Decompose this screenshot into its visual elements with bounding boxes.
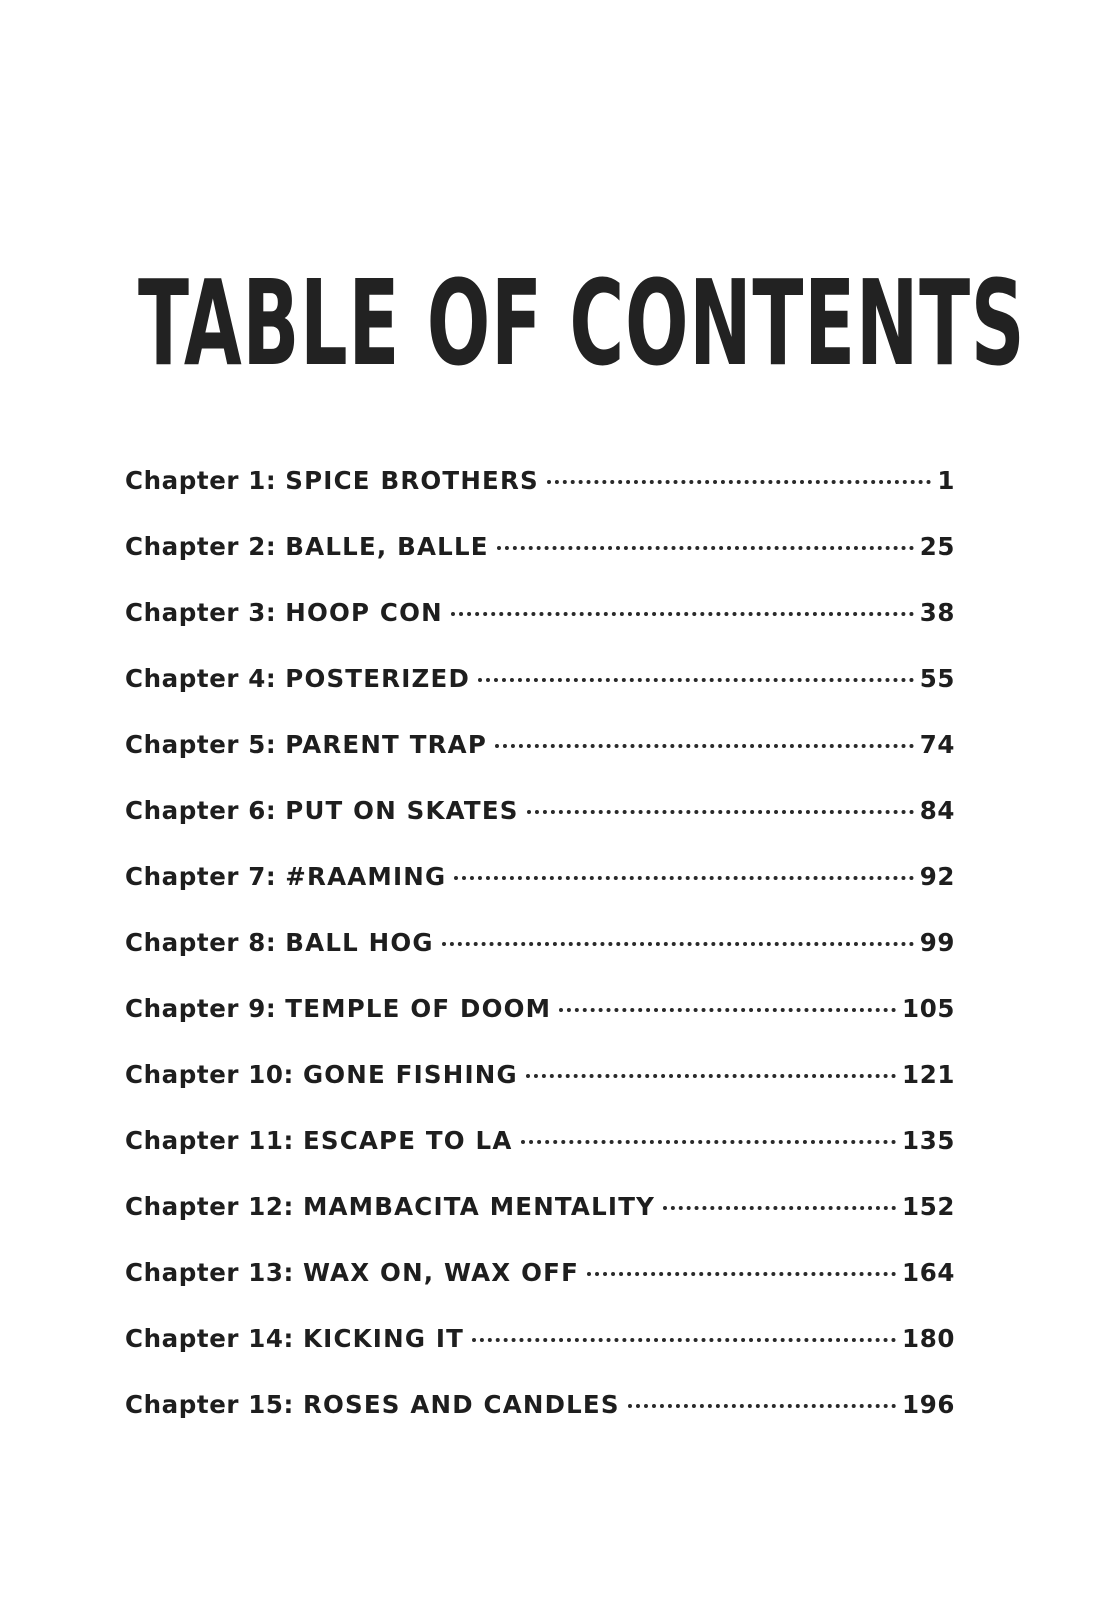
dot-leader: [478, 678, 914, 682]
chapter-title: ROSES AND CANDLES: [302, 1390, 620, 1419]
chapter-number: Chapter 1:: [125, 466, 277, 495]
chapter-number: Chapter 5:: [125, 730, 277, 759]
toc-entry-12: [125, 1190, 955, 1256]
chapter-number: Chapter 12:: [125, 1192, 294, 1221]
page-number: 84: [919, 796, 955, 825]
chapter-title: TEMPLE OF DOOM: [285, 994, 552, 1023]
toc-entry-1: [125, 464, 955, 530]
page-number: 105: [902, 994, 955, 1023]
chapter-number: Chapter 10:: [125, 1060, 294, 1089]
chapter-title: BALLE, BALLE: [285, 532, 489, 561]
chapter-title: SPICE BROTHERS: [285, 466, 539, 495]
toc-entry-3: [125, 596, 955, 662]
chapter-number: Chapter 7:: [125, 862, 277, 891]
chapter-title: PARENT TRAP: [285, 730, 487, 759]
chapter-number: Chapter 13:: [125, 1258, 294, 1287]
dot-leader: [663, 1206, 896, 1210]
chapter-number: Chapter 6:: [125, 796, 277, 825]
page-number: 135: [902, 1126, 955, 1155]
toc-entry-5: [125, 728, 955, 794]
page-number: 74: [919, 730, 955, 759]
chapter-number: Chapter 4:: [125, 664, 277, 693]
dot-leader: [559, 1008, 896, 1012]
chapter-number: Chapter 8:: [125, 928, 277, 957]
chapter-title: GONE FISHING: [302, 1060, 518, 1089]
toc-entry-8: [125, 926, 955, 992]
page-number: 25: [919, 532, 955, 561]
toc-entry-15: [125, 1388, 955, 1454]
page-number: 152: [902, 1192, 955, 1221]
dot-leader: [472, 1338, 896, 1342]
page-number: 99: [919, 928, 955, 957]
chapter-title: WAX ON, WAX OFF: [302, 1258, 580, 1287]
page-number: 92: [919, 862, 955, 891]
page-number: 55: [919, 664, 955, 693]
dot-leader: [527, 810, 914, 814]
page-number: 38: [919, 598, 955, 627]
page-number: 164: [902, 1258, 955, 1287]
chapter-title: PUT ON SKATES: [285, 796, 519, 825]
chapter-number: Chapter 15:: [125, 1390, 294, 1419]
toc-entry-4: [125, 662, 955, 728]
dot-leader: [495, 744, 914, 748]
chapter-title: #RAAMING: [285, 862, 447, 891]
page-number: 180: [902, 1324, 955, 1353]
chapter-title: MAMBACITA MENTALITY: [302, 1192, 656, 1221]
chapter-title: KICKING IT: [302, 1324, 465, 1353]
toc-entry-6: [125, 794, 955, 860]
dot-leader: [547, 480, 931, 484]
chapter-number: Chapter 14:: [125, 1324, 294, 1353]
chapter-title: HOOP CON: [285, 598, 443, 627]
page-number: 196: [902, 1390, 955, 1419]
chapter-number: Chapter 3:: [125, 598, 277, 627]
page-number: 1: [937, 466, 955, 495]
dot-leader: [521, 1140, 897, 1144]
chapter-number: Chapter 11:: [125, 1126, 294, 1155]
dot-leader: [587, 1272, 896, 1276]
page-title: TABLE OF CONTENTS: [138, 254, 1026, 392]
chapter-number: Chapter 2:: [125, 532, 277, 561]
table-of-contents-list: [125, 464, 955, 1454]
toc-entry-13: [125, 1256, 955, 1322]
toc-entry-11: [125, 1124, 955, 1190]
chapter-number: Chapter 9:: [125, 994, 277, 1023]
chapter-title: ESCAPE TO LA: [302, 1126, 513, 1155]
dot-leader: [628, 1404, 896, 1408]
toc-entry-9: [125, 992, 955, 1058]
dot-leader: [497, 546, 914, 550]
dot-leader: [451, 612, 914, 616]
chapter-title: POSTERIZED: [285, 664, 470, 693]
chapter-title: BALL HOG: [285, 928, 434, 957]
dot-leader: [442, 942, 914, 946]
page-number: 121: [902, 1060, 955, 1089]
toc-entry-2: [125, 530, 955, 596]
toc-entry-10: [125, 1058, 955, 1124]
dot-leader: [526, 1074, 896, 1078]
dot-leader: [454, 876, 913, 880]
toc-entry-14: [125, 1322, 955, 1388]
toc-entry-7: [125, 860, 955, 926]
